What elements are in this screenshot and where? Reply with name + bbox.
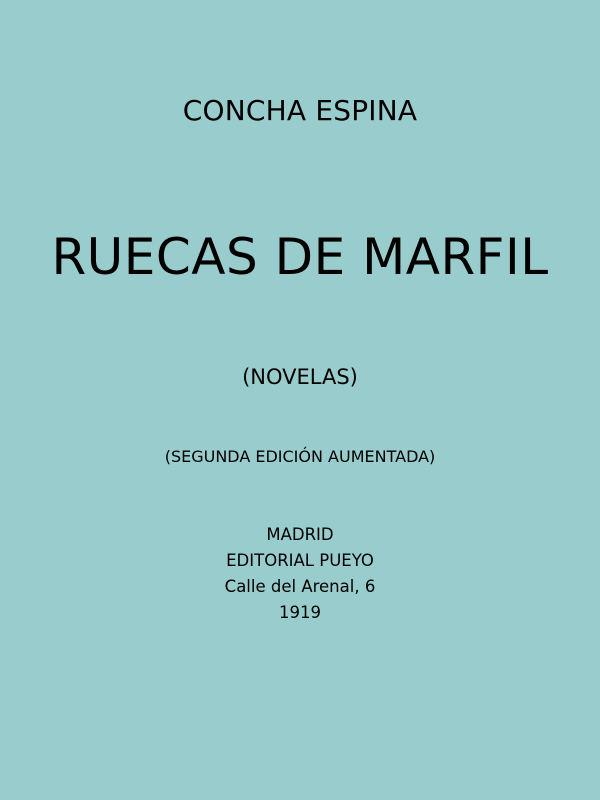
imprint-address: Calle del Arenal, 6	[224, 577, 376, 596]
book-subtitle: (NOVELAS)	[242, 365, 358, 389]
edition-note: (SEGUNDA EDICIÓN AUMENTADA)	[164, 447, 436, 466]
imprint-block	[0, 522, 600, 626]
book-title: RUECAS DE MARFIL	[51, 228, 549, 286]
imprint-year: 1919	[279, 603, 321, 622]
author-name: CONCHA ESPINA	[182, 94, 418, 127]
imprint-city: MADRID	[266, 525, 334, 544]
imprint-publisher: EDITORIAL PUEYO	[226, 551, 374, 570]
